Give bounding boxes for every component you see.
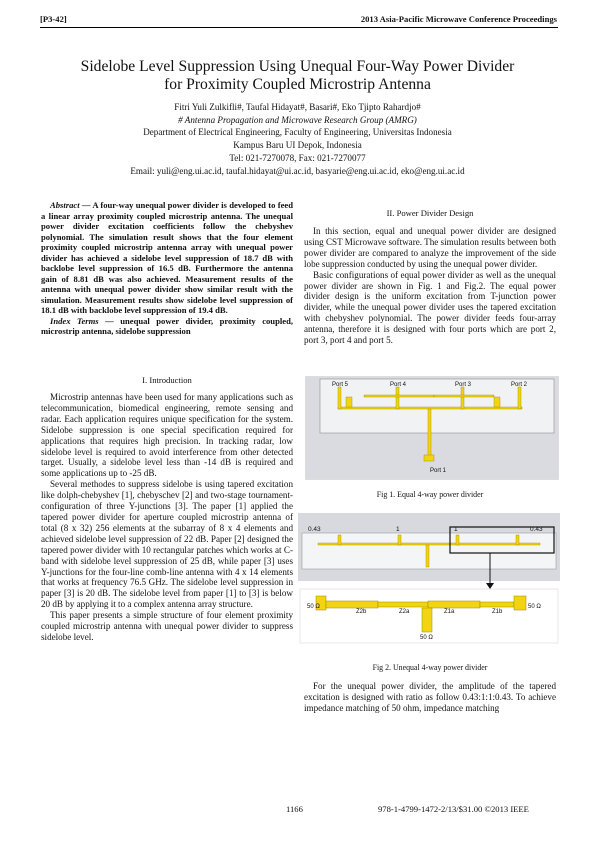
author-tel: Tel: 021-7270078, Fax: 021-7270077: [229, 152, 366, 163]
intro-heading: I. Introduction: [142, 375, 192, 385]
fig1-port-1-label: Port 1: [430, 468, 447, 474]
section2-paragraph-3: For the unequal power divider, the amplitude of the tapered excitation is designed with ratio as follow 0.43:1:1:0.43. To achieve impedance matching of 50 ohm, impedance matching: [304, 681, 556, 713]
copyright: 978-1-4799-1472-2/13/$31.00 ©2013 IEEE: [378, 804, 529, 814]
fig1-port-2-label: Port 2: [511, 382, 528, 388]
author-department: Department of Electrical Engineering, Faculty of Engineering, Universitas Indonesia: [143, 127, 452, 138]
fig1-port-5-label: Port 5: [332, 382, 349, 388]
author-names: Fitri Yuli Zulkifli#, Taufal Hidayat#, Basari#, Eko Tjipto Rahardjo#: [174, 102, 421, 112]
section2-body-continued: [304, 681, 556, 714]
abstract-text: — A four-way unequal power divider is developed to feed a linear array proximity coupled microstrip antenna. The unequal power divider excitation coefficients follow the chebyshev polynomial. The simulation result shows that the four element proximity coupled microstrip antenna array with unequal power divider has achieved a sidelobe level suppression of 18.7 dB with backlobe level suppression of 16.5 dB. Furthermore the antenna gain of 8.81 dB was also achieved. Measurement results of the antenna with unequal power divider show similar result with the simulation. Measurement results show sidelobe level suppression of 18.1 dB with backlobe level suppression of 19.4 dB.: [41, 200, 293, 315]
fig1-port-4-label: Port 4: [390, 382, 407, 388]
fig2-ratio-3: 1: [454, 526, 458, 533]
author-address: Kampus Baru UI Depok, Indonesia: [233, 140, 362, 151]
figure-2-caption: Fig 2. Unequal 4-way power divider: [372, 663, 488, 672]
equal-divider-drawing: [306, 377, 558, 479]
section2-paragraph-2: Basic configurations of equal power divider as well as the unequal power divider are shown in Fig. 1 and Fig.2. The equal power divider design is the uniform excitation from T-junction power divider, while the unequal power divider uses the tapered excitation with chebyshev polynomial. The power divider feeds four-array antenna, therefore it is designed with four ports which are port 2, port 3, port 4 and port 5.: [304, 269, 556, 346]
intro-body: [41, 392, 293, 643]
fig2-label-50-bottom: 50 Ω: [420, 635, 433, 641]
fig2-label-50-right: 50 Ω: [528, 604, 541, 610]
page-number: 1166: [286, 804, 303, 814]
author-group: # Antenna Propagation and Microwave Research Group (AMRG): [178, 114, 417, 125]
header-left: [P3-42]: [40, 14, 67, 24]
header-rule: [40, 27, 558, 28]
abstract-label: Abstract: [50, 200, 80, 210]
title-line-2: for Proximity Coupled Microstrip Antenna: [164, 76, 431, 93]
index-terms-label: Index Terms: [50, 315, 99, 326]
fig2-label-z2a: Z2a: [399, 609, 410, 615]
fig2-label-z2b: Z2b: [356, 609, 367, 615]
author-email: Email: yuli@eng.ui.ac.id, taufal.hidayat@ui.ac.id, basyarie@eng.ui.ac.id, eko@eng.ui.ac.id: [130, 165, 465, 176]
fig2-label-50-left: 50 Ω: [307, 604, 320, 610]
figure-1: [305, 376, 559, 480]
fig2-ratio-2: 1: [396, 526, 400, 533]
index-terms-text: — unequal power divider, proximity coupled, microstrip antenna, sidelobe suppression: [41, 315, 293, 336]
intro-paragraph-3: This paper presents a simple structure of four element proximity coupled microstrip antenna with unequal power divider to suppress sidelobe level.: [41, 610, 293, 642]
intro-paragraph-1: Microstrip antennas have been used for many applications such as telecommunication, biomedical engineering, remote sensing and radar. Each application requires unique specification for the system. Sidelobe suppression is one special specification required for applications that requires high precision. In tracking radar, low sidelobe level is required to avoid interference from other detected target. Usually, a sidelobe level less than -14 dB is required and some applications up to -25 dB.: [41, 392, 293, 479]
section2-body: [304, 226, 556, 346]
header-right: 2013 Asia-Pacific Microwave Conference Proceedings: [360, 14, 557, 24]
fig2-label-z1b: Z1b: [492, 609, 503, 615]
fig2-label-z1a: Z1a: [444, 609, 455, 615]
figure-1-caption: Fig 1. Equal 4-way power divider: [376, 490, 484, 499]
unequal-divider-drawing: [298, 513, 560, 653]
author-block: [30, 101, 565, 177]
fig1-port-3-label: Port 3: [455, 382, 472, 388]
intro-paragraph-2: Several methodes to suppress sidelobe is using tapered excitation like dolph-chebyshev [1], chebyschev [2] and two-stage tournament-configuration of three Y-junctions [3]. The paper [1] applied the tapered power divider for aperture coupled microstrip antenna of total (8 x 32) 256 elements at the subarray of 8 x 4 elements and achieved sidelobe level suppression of 22 dB. Paper [2] designed the tapered power divider with 10 rectangular patches which works at C-band with sidelobe level suppression of 25 dB, while paper [3] uses Y-junctions for the four-line comb-line antenna with 4 x 14 elements that works at frequency 76.5 GHz. The sidelobe level suppression in paper [3] is 20 dB. The sidelobe level from paper [1] to [3] is below 20 dB by applying it to a complex antenna array structure.: [41, 479, 293, 610]
paper-title: [30, 58, 565, 94]
fig2-ratio-4: 0.43: [530, 526, 543, 533]
title-line-1: Sidelobe Level Suppression Using Unequal Four-Way Power Divider: [80, 58, 515, 75]
figure-2: [298, 513, 560, 653]
section2-paragraph-1: In this section, equal and unequal power divider are designed using CST Microwave software. The simulation results between both power divider are compared to analyze the improvement of the side lobe suppression conducted by using the unequal power divider.: [304, 226, 556, 269]
fig2-ratio-1: 0.43: [308, 526, 321, 533]
abstract: [41, 200, 293, 337]
section2-heading: II. Power Divider Design: [386, 208, 474, 218]
